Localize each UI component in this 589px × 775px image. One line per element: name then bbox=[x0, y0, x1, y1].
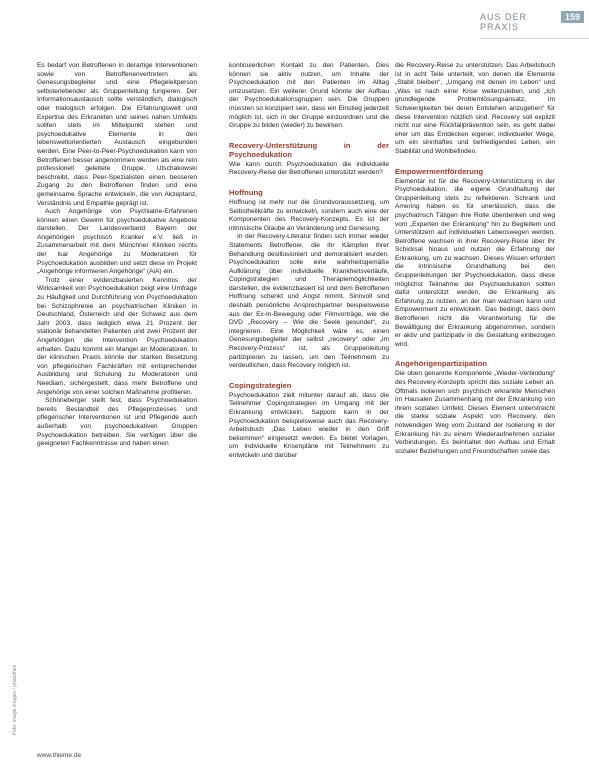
page-header bbox=[480, 12, 589, 32]
paragraph: Psychoedukation zielt mitunter darauf ab, dass die Teilnehmer Copingstrategien im Umgang mit der Erkrankung entwickeln. Sapponi kann in der Psychoedukation beispielsweise auch das Recovery-Arbeitsbuch „Das Leben wieder in den Griff bekommen“ eingesetzt werden. Es bietet Vorlagen, um individuelle Krisenpläne mit Teilnehmern zu entwickeln und darüber bbox=[229, 391, 389, 459]
section-heading: Hoffnung bbox=[229, 187, 263, 197]
page-number-badge: 159 bbox=[561, 11, 584, 23]
column-3 bbox=[395, 62, 555, 456]
paragraph: In der Recovery-Literatur finden sich immer wieder Statements Betroffener, die ihr Kämpfen ihrer Behandlung desillusioniert und demoralisiert wurden. Psychoedukation solle eine wahrheitsgemäße Aufklärung über individuelle Krankheitsverläufe, Copingstrategien und Therapiemöglichkeiten darstellen, die evidenzbasiert ist und dem Betroffenen Hoffnung schenkt und Angst nimmt. Sinnvoll sind deshalb persönliche Ansprechpartner beispielsweise aus der Ex-In-Bewegung oder Filmvorträge, wie die DVD „Recovery – Wie die Seele gesundet“, zu integrieren. Eine Möglichkeit wäre es, einen Genesungsbegleiter der selbst „recovery“ oder „im Recovery-Prozess“ ist, als Gruppenleitung partizipieren zu lassen, um den Teilnehmern zu verdeutlichen, dass Recovery möglich ist. bbox=[229, 233, 389, 370]
column-2 bbox=[229, 62, 389, 461]
paragraph: Hoffnung ist mehr nur die Grundvoraussetzung, um Selbstheilkräfte zu entwickeln, sondern auch eine der Komponenten des Recovery-Konzepts. Es ist der intrinsische Glaube an Veränderung und Genesung. bbox=[229, 198, 389, 232]
section-title: AUS DER PRAXIS bbox=[480, 12, 528, 32]
paragraph: Schöneberger stellt fest, dass Psychoedukation bereits Bestandteil des Pflegeprozesses und pflegerischer Interventionen ist und Pflegende auch außerhalb von psychoedukativen Gruppen Psychoedukation betreiben. Sie verfügen über die geeigneten Fachkenntnisse und haben einen bbox=[37, 397, 197, 448]
column-1 bbox=[37, 62, 197, 449]
section-heading: Empowermentförderung bbox=[395, 166, 484, 176]
paragraph: Es bedarf von Betroffenen in derartige Interventionen sowie von Betroffenenvertretern als Genesungsbegleiter und eine Pflegeleitperson selbsterlebender als Gruppenleitung fungieren. Der Informationsaustausch sollte verständlich, dialogisch oder trialogisch erfolgen. Die Erfahrungswelt und Expertise des Erkrankten und seines nahen Umfelds sollten stets im Mittelpunkt stehen und psychoedukative Elemente in den lebensweltorientierten Austausch eingebunden werden. Eine Peer-to-Peer-Psychoedukation kann von Betroffenen besser angenommen werden als eine rein professionell geleitete Gruppe. Utschakowski beschreibt, dass Peer-Spezialisten einen besseren Zugang zu den Betroffenen finden und eine gemeinsame Sprache entwickeln, die von Akzeptanz, Verständnis und Empathie geprägt ist. bbox=[37, 62, 197, 207]
paragraph: Trotz einer evidenzbasierten Kenntnis der Wirksamkeit von Psychoedukation zeigt eine Umfrage zu Häufigkeit und Durchführung von Psychoedukation bei Schizophrenie an psychiatrischen Kliniken in Deutschland, Österreich und der Schweiz aus dem Jahr 2003, dass lediglich etwa 21 Prozent der stationär behandelten Patienten und zwei Prozent der Angehörigen die Intervention Psychoedukation erhalten. Dazu kommt ein Mangel an Moderatoren. In der klinischen Praxis könnte der starken Besetzung von pflegerischen Fachkräften mit entsprechender Ausbildung und Schulung zu Moderatoren und Neediam, sichergestellt, dass mehr Betroffene und Angehörige von einer solchen Maßnahme profitieren. bbox=[37, 276, 197, 396]
section-heading: Angehörigenpartizipation bbox=[395, 359, 487, 369]
footer-url[interactable]: www.thieme.de bbox=[37, 752, 82, 759]
photo-credit: Foto: imago images / photothek bbox=[12, 664, 18, 735]
paragraph: Elementar ist für die Recovery-Unterstützung in der Psychoedukation, die eigene Grundhaltung der Gruppenleitung stets zu reflektieren. Schrank und Amering haben es für unerlässlich, dass die psychiatrisch Tätigen ihre Rolle überdenken und weg vom „Experten der Erkrankung“ hin zu Begleitern und Unterstützern auf individuellen Lebenswegen werden. Betroffene wachsen in ihrer Recovery-Reise über ihr Schicksal hinaus und nutzen die Erfahrung der Erkrankung, um zu wachsen. Dieses Wissen erfordert die intrinsische Grundhaltung bei den Gruppenleitungen der Psychoedukation, dass diese möglichst Teilnahme der Psychoedukation sollten dafür unterstützt werden, die Erkrankung als Erfahrung zu nutzen, an der man wachsen kann und Empowerment zu entwickeln. Das bedingt, dass dem Betroffenen nicht die Verantwortung für die Bewältigung der Erkrankung abgenommen, sondern er aktiv und partizipativ in die Gestaltung einbezogen wird. bbox=[395, 177, 555, 348]
paragraph: Die oben genannte Komponente „Wieder-Verbindung“ des Recovery-Konzepts spricht das soziale Leben an. Oftmals isolieren sich psychisch erkrankte Menschen im Hausalen Zusammenhang mit der Erkrankung von ihrem sozialen Umfeld. Dieses Element unterstreicht die starke soziale Aspekt von Recovery, den notwendigen Weg vom Zustand der Isolierung in der Erkrankung hin zu einem Wiederaufnehmen sozialer Verbindungen. Es beinhaltet den Aufbau und Erhalt sozialer Beziehungen und Freundschaften sowie das bbox=[395, 370, 555, 455]
section-heading: Copingstrategien bbox=[229, 380, 292, 390]
header-rule bbox=[480, 38, 589, 39]
paragraph: Auch Angehörige von Psychiatrie-Erfahrenen können einen Gewinn für psychoedukative Angebote darstellen. Der Landesverband Bayern der Angehörigen psychisch Kranker e.V. ließ in Zusammenarbeit mit dem Münchner Kliniken rechts der Isar Angehörige zu Moderatoren für Psychoedukation ausbilden und setzt diese im Projekt „Angehörige informieren Angehörige“ (AiA) ein. bbox=[37, 208, 197, 276]
paragraph: Wie kann durch Psychoedukation die individuelle Recovery-Reise der Betroffenen unterstützt werden? bbox=[229, 160, 389, 177]
paragraph: die Recovery-Reise zu unterstützen. Das Arbeitsbuch ist in acht Teile unterteilt, von denen die Elemente „Stabil bleiben“, „Umgang mit denen im Leben“ und „Was ist nach einer Krise weiterzuleben, und „Ich grundlegende Problemlösungsansatz, im Schwierigkeiten bei deren Entstehen anzugehen“ für diese Intervention nützlich sind. Recovery soll explizit nicht nur eine Rückfallprävention sein, es geht dabei eher um das Entdecken eigener, individueller Wege, um ein sinnhaftes und befriedigendes Leben, ein Stabilität und Wohlbefinden. bbox=[395, 62, 555, 155]
paragraph: kontinuierlichen Kontakt zu den Patienten. Dies können sie aktiv nutzen, um Inhalte der Psychoedukation mit den Patienten im Alltag umzusetzen. Ein weiterer Grund könnte der Aufbau der Psychoedukationsgruppen sein. Die Gruppen müssten so konzipiert sein, dass ein Einstieg jederzeit möglich ist, sich in der Gruppe einzuordnen und die Gruppe zu bilden (wieder) zu bewirken. bbox=[229, 62, 389, 130]
section-heading: Recovery-Unterstützung in der Psychoedukation bbox=[229, 140, 389, 159]
